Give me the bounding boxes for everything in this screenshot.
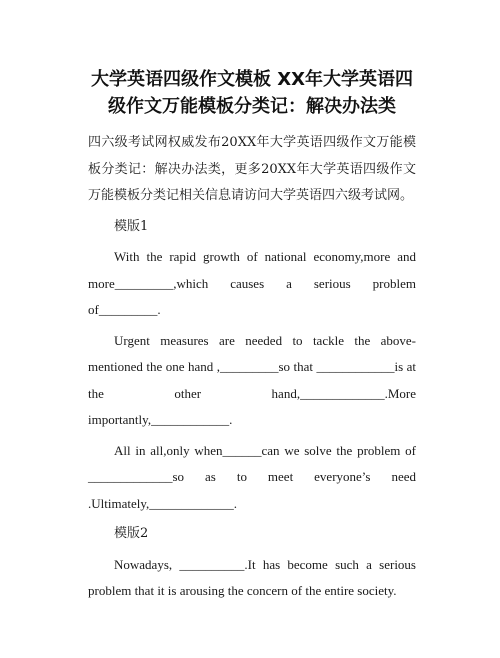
template-2-heading: 模版2 [114,526,149,541]
template-1-paragraph-3: All in all,only when______can we solve the problem of _____________so as to meet everyone’s need .Ultimately,_____________. [88,442,416,511]
template-2-paragraph-1: Nowadays, __________.It has become such a serious problem that it is arousing the concern of the entire society. [88,556,416,598]
template-1-paragraph-2: Urgent measures are needed to tackle the above-mentioned the one hand ,_________so that ____________is at the other hand,_____________.More importantly,____________. [88,332,416,427]
intro-paragraph: 四六级考试网权威发布20XX年大学英语四级作文万能模板分类记：解决办法类，更多20XX年大学英语四级作文万能模板分类记相关信息请访问大学英语四六级考试网。 [88,135,416,203]
document-page [88,66,416,605]
template-1-heading: 模版1 [114,218,149,234]
title-line-2: 级作文万能模板分类记：解决办法类 [108,96,396,117]
template-1-paragraph-1: With the rapid growth of national economy,more and more_________,which causes a serious problem of_________. [88,249,416,317]
document-title [88,66,416,120]
title-line-1: 大学英语四级作文模板 XX年大学英语四 [90,69,414,90]
